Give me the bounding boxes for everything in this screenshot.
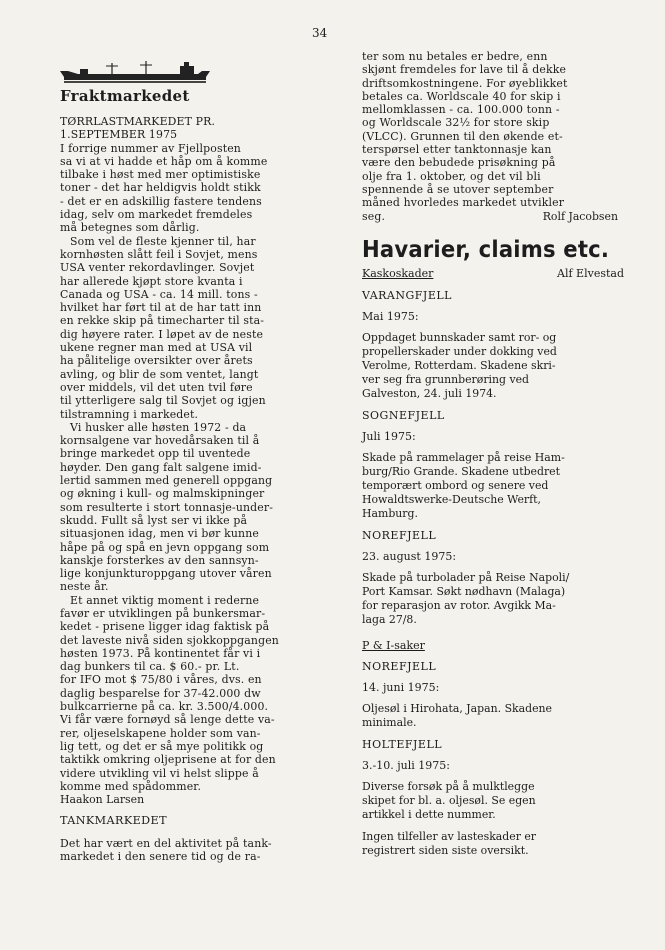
pi-entry-date: 14. juni 1975:: [362, 680, 440, 694]
entry-text: Skade på turbolader på Reise Napoli/ Port Kamsar. Søkt nødhavn (Malaga) for reparasjon av rotor. Avgikk Ma- laga 27/8.: [362, 570, 570, 626]
entry-ship: SOGNEFJELL: [362, 408, 445, 422]
entry-ship: NOREFJELL: [362, 528, 437, 542]
tank-paragraph: Det har vært en del aktivitet på tank- markedet i den senere tid og de ra-: [60, 836, 272, 863]
entry-date: 23. august 1975:: [362, 549, 457, 563]
paragraph-1: I forrige nummer av Fjellposten sa vi at vi hadde et håp om å komme tilbake i høst med mer optimistiske toner - det har heldigvis holdt stikk - det er en adskillig fastere tendens idag, selv om markedet fremdeles må betegnes som dårlig.: [60, 141, 268, 235]
pi-label: P & I-saker: [362, 638, 425, 652]
kasko-label: Kaskoskader: [362, 266, 434, 280]
author-signature-rolf: Rolf Jacobsen: [542, 209, 618, 223]
left-column: [60, 58, 310, 863]
pi-entry-ship: NOREFJELL: [362, 659, 437, 673]
pi-entry-date: 3.-10. juli 1975:: [362, 758, 450, 772]
entry-text: Oppdaget bunnskader samt ror- og propellerskader under dokking ved Verolme, Rotterdam. Skadene skri- ver seg fra grunnberøring ved Galveston, 24. juli 1974.: [362, 330, 557, 400]
entry-text: Skade på rammelager på reise Ham- burg/Rio Grande. Skadene utbedret temporært ombord og senere ved Howaldtswerke-Deutsche Werft, Hamburg.: [362, 450, 565, 520]
entry-date: Mai 1975:: [362, 309, 419, 323]
entry-date: Juli 1975:: [362, 429, 416, 443]
tank-continuation: ter som nu betales er bedre, enn skjønt fremdeles for lave til å dekke driftsomkostningene. For øyeblikket betales ca. Worldscale 40 for skip i mellomklassen - ca. 100.000 tonn - og Worldscale 32½ for store skip (VLCC). Grunnen til den økende et- terspørsel etter tanktonnasje kan være den bebudede prisøkning på olje fra 1. oktober, og det vil bli spennende å se utover september måned hvorledes markedet utvikler seg.: [362, 50, 568, 223]
pi-entry-text: Oljesøl i Hirohata, Japan. Skadene minimale.: [362, 701, 553, 729]
ship-icon: [60, 58, 210, 84]
paragraph-3: Vi husker alle høsten 1972 - da kornsalgene var hovedårsaken til å bringe markedet opp til uventede høyder. Den gang falt salgene imid- lertid sammen med generell oppgang og økning i kull- og malmskipninger som resulterte i stort tonnasje-under- skudd. Fullt så lyst ser vi ikke på situasjonen idag, men vi bør kunne håpe på og spå en jevn oppgang som kanskje forsterkes av den sannsyn- lige konjunkturoppgang utover våren neste år.: [60, 420, 274, 594]
right-column: [362, 50, 624, 866]
pi-entry-ship: HOLTEFJELL: [362, 737, 443, 751]
subheading-torrlast: TØRRLASTMARKEDET PR. 1.SEPTEMBER 1975: [60, 115, 216, 142]
subheading-tankmarkedet: TANKMARKEDET: [60, 814, 167, 828]
section-heading-fraktmarkedet: Fraktmarkedet: [60, 87, 190, 105]
kasko-author: Alf Elvestad: [557, 266, 624, 280]
entry-ship: VARANGFJELL: [362, 288, 452, 302]
pi-entry-text: Diverse forsøk på å mulktlegge skipet for bl. a. oljesøl. Se egen artikkel i dette nummer.: [362, 779, 536, 821]
kasko-header-row: [362, 267, 624, 280]
closing-note: Ingen tilfeller av lasteskader er registrert siden siste oversikt.: [362, 829, 537, 857]
paragraph-4: Et annet viktig moment i rederne favør er utviklingen på bunkersmar- kedet - prisene ligger idag faktisk på det laveste nivå siden sjokkoppgangen høsten 1973. På kontinentet får vi i dag bunkers til ca. $ 60.- pr. Lt. for IFO mot $ 75/80 i våres, dvs. en daglig besparelse for 37-42.000 dw bulkcarrierne på ca. kr. 3.500/4.000. Vi får være fornøyd så lenge dette va- rer, oljeselskapene holder som van- lig tett, og det er så mye politikk og taktikk omkring oljeprisene at for den videre utvikling vil vi helst slippe å komme med spådommer.: [60, 593, 279, 793]
author-signature: Haakon Larsen: [60, 793, 145, 807]
section-heading-havarier: Havarier, claims etc.: [362, 236, 610, 263]
page-number: 34: [312, 26, 328, 40]
paragraph-2: Som vel de fleste kjenner til, har kornhøsten slått feil i Sovjet, mens USA venter rekordavlinger. Sovjet har allerede kjøpt store kvanta i Canada og USA - ca. 14 mill. tons - hvilket har ført til at de har tatt inn en rekke skip på timecharter til sta- dig høyere rater. I løpet av de neste ukene regner man med at USA vil ha pålitelige oversikter over årets avling, og blir de som ventet, langt over middels, vil det uten tvil føre til ytterligere salg til Sovjet og igjen tilstramning i markedet.: [60, 234, 266, 421]
